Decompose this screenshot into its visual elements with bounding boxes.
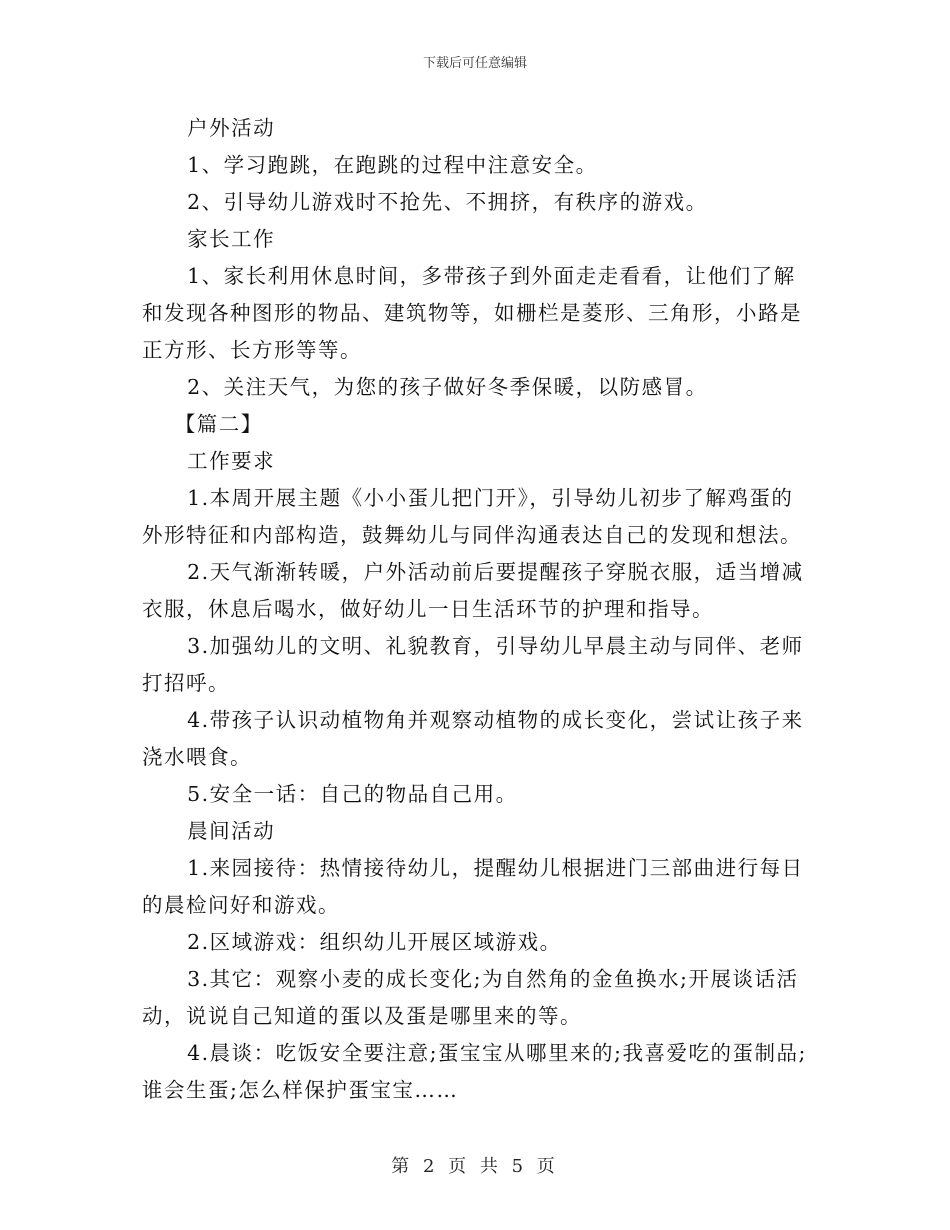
paragraph: 2、关注天气，为您的孩子做好冬季保暖，以防感冒。: [187, 375, 708, 399]
paragraph: 2.天气渐渐转暖，户外活动前后要提醒孩子穿脱衣服，适当增减衣服，休息后喝水，做好幼儿一日生活环节的护理和指导。: [142, 560, 804, 621]
paragraph: 2、引导幼儿游戏时不抢先、不拥挤，有秩序的游戏。: [187, 190, 708, 214]
document-body: [142, 110, 810, 1109]
page-number: 第 2 页 共 5 页: [391, 1156, 559, 1177]
paragraph: 3.其它：观察小麦的成长变化;为自然角的金鱼换水;开展谈话活动，说说自己知道的蛋以及蛋是哪里来的等。: [142, 967, 799, 1028]
paragraph: 5.安全一话：自己的物品自己用。: [187, 782, 518, 806]
paragraph: 1.来园接待：热情接待幼儿，提醒幼儿根据进门三部曲进行每日的晨检问好和游戏。: [142, 856, 804, 917]
paragraph: 3.加强幼儿的文明、礼貌教育，引导幼儿早晨主动与同伴、老师打招呼。: [142, 634, 804, 695]
page-header: 下载后可任意编辑: [422, 56, 527, 71]
paragraph: 1、学习跑跳，在跑跳的过程中注意安全。: [187, 153, 598, 177]
paragraph: 4.晨谈：吃饭安全要注意;蛋宝宝从哪里来的;我喜爱吃的蛋制品;谁会生蛋;怎么样保护蛋宝宝……: [142, 1041, 807, 1102]
paragraph: 4.带孩子认识动植物角并观察动植物的成长变化，尝试让孩子来浇水喂食。: [142, 708, 804, 769]
section-heading-morning: 晨间活动: [187, 819, 276, 843]
paragraph: 2.区域游戏：组织幼儿开展区域游戏。: [187, 930, 562, 954]
paragraph: 1、家长利用休息时间，多带孩子到外面走走看看，让他们了解和发现各种图形的物品、建筑物等，如栅栏是菱形、三角形，小路是正方形、长方形等等。: [142, 264, 802, 362]
section-heading-outdoor: 户外活动: [187, 116, 276, 140]
section-heading-parents: 家长工作: [187, 227, 276, 251]
paragraph: 1.本周开展主题《小小蛋儿把门开》，引导幼儿初步了解鸡蛋的外形特征和内部构造，鼓舞幼儿与同伴沟通表达自己的发现和想法。: [142, 486, 802, 547]
section-heading-part-two: 【篇二】: [174, 412, 263, 436]
section-heading-requirements: 工作要求: [187, 449, 276, 473]
